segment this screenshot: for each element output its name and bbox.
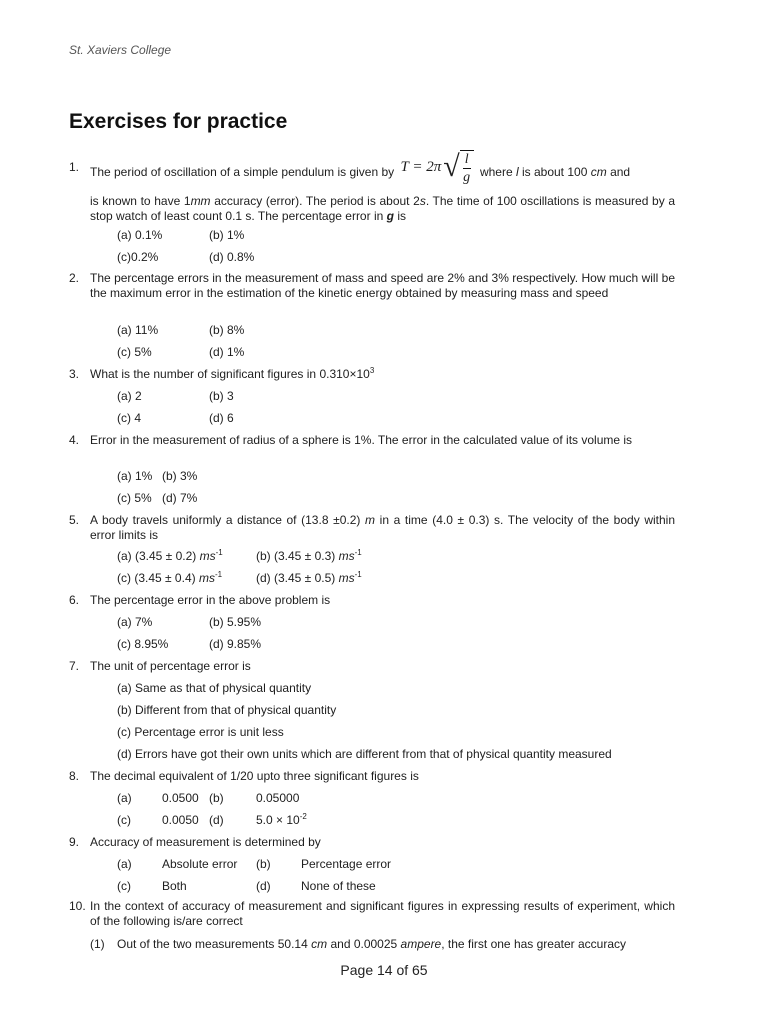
q9-option-b-value: Percentage error xyxy=(301,857,392,871)
question-number: 2. xyxy=(69,271,80,285)
q1-option-d[interactable]: (d) 0.8% xyxy=(209,250,255,264)
q9-option-d-label[interactable]: (d) xyxy=(256,879,271,893)
q4-option-b[interactable]: (b) 3% xyxy=(162,469,198,483)
q9-option-d-value: None of these xyxy=(301,879,376,893)
q7-option-a[interactable]: (a) Same as that of physical quantity xyxy=(117,681,312,695)
question-6 xyxy=(69,593,675,608)
page-title: Exercises for practice xyxy=(69,110,288,133)
q8-option-c-label[interactable]: (c) xyxy=(117,813,131,827)
q9-option-c-label[interactable]: (c) xyxy=(117,879,131,893)
q3-option-c[interactable]: (c) 4 xyxy=(117,411,141,425)
question-text: What is the number of significant figures in $0.310\times 10^3$ xyxy=(90,366,375,381)
q7-option-c[interactable]: (c) Percentage error is unit less xyxy=(117,725,284,739)
question-number: 3. xyxy=(69,367,80,381)
q4-option-d[interactable]: (d) 7% xyxy=(162,491,198,505)
q8-option-a-value: 0.0500 xyxy=(162,791,199,805)
q10-statement-1: Out of the two measurements 50.14 cm and 0.00025 ampere, the first one has greater accuracy xyxy=(117,937,626,951)
pendulum-formula: T = 2π √ $\frac{l}{g}$ xyxy=(401,147,474,187)
q9-option-b-label[interactable]: (b) xyxy=(256,857,271,871)
q10-statement-1-label: (1) xyxy=(90,937,105,951)
question-text: The decimal equivalent of 1/20 upto three significant figures is xyxy=(90,769,419,783)
question-10 xyxy=(69,899,675,929)
question-text: A body travels uniformly a distance of (13.8 ±0.2) m in a time (4.0 ± 0.3) s. The velocity of the body within error limits is xyxy=(90,513,675,542)
q9-option-a-label[interactable]: (a) xyxy=(117,857,132,871)
question-8 xyxy=(69,769,675,784)
q8-option-d-label[interactable]: (d) xyxy=(209,813,224,827)
q8-option-b-value: 0.05000 xyxy=(256,791,300,805)
q5-option-a[interactable]: (a) (3.45 ± 0.2) $ms^{-1}$ xyxy=(117,548,223,563)
q7-option-b[interactable]: (b) Different from that of physical quantity xyxy=(117,703,337,717)
question-text: In the context of accuracy of measurement and significant figures in expressing results of experiment, which of the following is/are correct xyxy=(90,899,675,928)
question-7 xyxy=(69,659,675,674)
question-number: 1. xyxy=(69,160,80,174)
q3-option-d[interactable]: (d) 6 xyxy=(209,411,234,425)
q5-option-b[interactable]: (b) (3.45 ± 0.3) $ms^{-1}$ xyxy=(256,548,362,563)
q1-option-b[interactable]: (b) 1% xyxy=(209,228,245,242)
question-5 xyxy=(69,513,675,543)
institution-header: St. Xaviers College xyxy=(69,43,172,57)
question-number: 7. xyxy=(69,659,80,673)
q4-option-a[interactable]: (a) 1% xyxy=(117,469,153,483)
question-text: Accuracy of measurement is determined by xyxy=(90,835,321,849)
q6-option-b[interactable]: (b) 5.95% xyxy=(209,615,262,629)
q2-option-b[interactable]: (b) 8% xyxy=(209,323,245,337)
q6-option-d[interactable]: (d) 9.85% xyxy=(209,637,262,651)
q1-option-c[interactable]: (c)0.2% xyxy=(117,250,159,264)
question-text: The percentage error in the above problem is xyxy=(90,593,331,607)
question-3 xyxy=(69,367,675,382)
q1-option-a[interactable]: (a) 0.1% xyxy=(117,228,163,242)
question-2 xyxy=(69,271,675,301)
q7-option-d[interactable]: (d) Errors have got their own units which are different from that of physical quantity measured xyxy=(117,747,612,761)
q3-option-a[interactable]: (a) 2 xyxy=(117,389,142,403)
question-text: Error in the measurement of radius of a sphere is 1%. The error in the calculated value of its volume is xyxy=(90,433,633,447)
question-1 xyxy=(69,149,675,224)
q6-option-a[interactable]: (a) 7% xyxy=(117,615,153,629)
question-number: 8. xyxy=(69,769,80,783)
q9-option-c-value: Both xyxy=(162,879,187,893)
q9-option-a-value: Absolute error xyxy=(162,857,238,871)
q2-option-d[interactable]: (d) 1% xyxy=(209,345,245,359)
question-number: 4. xyxy=(69,433,80,447)
q8-option-a-label[interactable]: (a) xyxy=(117,791,132,805)
q5-option-c[interactable]: (c) (3.45 ± 0.4) $ms^{-1}$ xyxy=(117,570,223,585)
question-text: The period of oscillation of a simple pendulum is given by T = 2π √ $\frac{l}{g}$ where l is about 100 cm and is known to have 1mm accuracy (error). The period is about 2s. The time of 100 oscillations is measured by a stop watch of least count 0.1 s. The percentage error in g is xyxy=(90,152,675,224)
fraction-l-over-g: $\frac{l}{g}$ xyxy=(460,150,474,186)
question-number: 5. xyxy=(69,513,80,527)
q2-option-a[interactable]: (a) 11% xyxy=(117,323,159,337)
q3-option-b[interactable]: (b) 3 xyxy=(209,389,234,403)
question-text: The unit of percentage error is xyxy=(90,659,251,673)
question-number: 9. xyxy=(69,835,80,849)
q5-option-d[interactable]: (d) (3.45 ± 0.5) $ms^{-1}$ xyxy=(256,570,362,585)
question-4 xyxy=(69,433,675,448)
question-number: 6. xyxy=(69,593,80,607)
q8-option-d-value: $5.0 \times 10^{-2}$ xyxy=(256,812,307,827)
q8-option-c-value: 0.0050 xyxy=(162,813,199,827)
q8-option-b-label[interactable]: (b) xyxy=(209,791,224,805)
page-number: Page 14 of 65 xyxy=(340,962,428,978)
question-text: The percentage errors in the measurement of mass and speed are 2% and 3% respectively. How much will be the maximum error in the estimation of the kinetic energy obtained by measuring mass and speed xyxy=(90,271,675,300)
q4-option-c[interactable]: (c) 5% xyxy=(117,491,152,505)
q6-option-c[interactable]: (c) 8.95% xyxy=(117,637,169,651)
question-9 xyxy=(69,835,675,850)
question-number: 10. xyxy=(69,899,86,913)
q2-option-c[interactable]: (c) 5% xyxy=(117,345,152,359)
